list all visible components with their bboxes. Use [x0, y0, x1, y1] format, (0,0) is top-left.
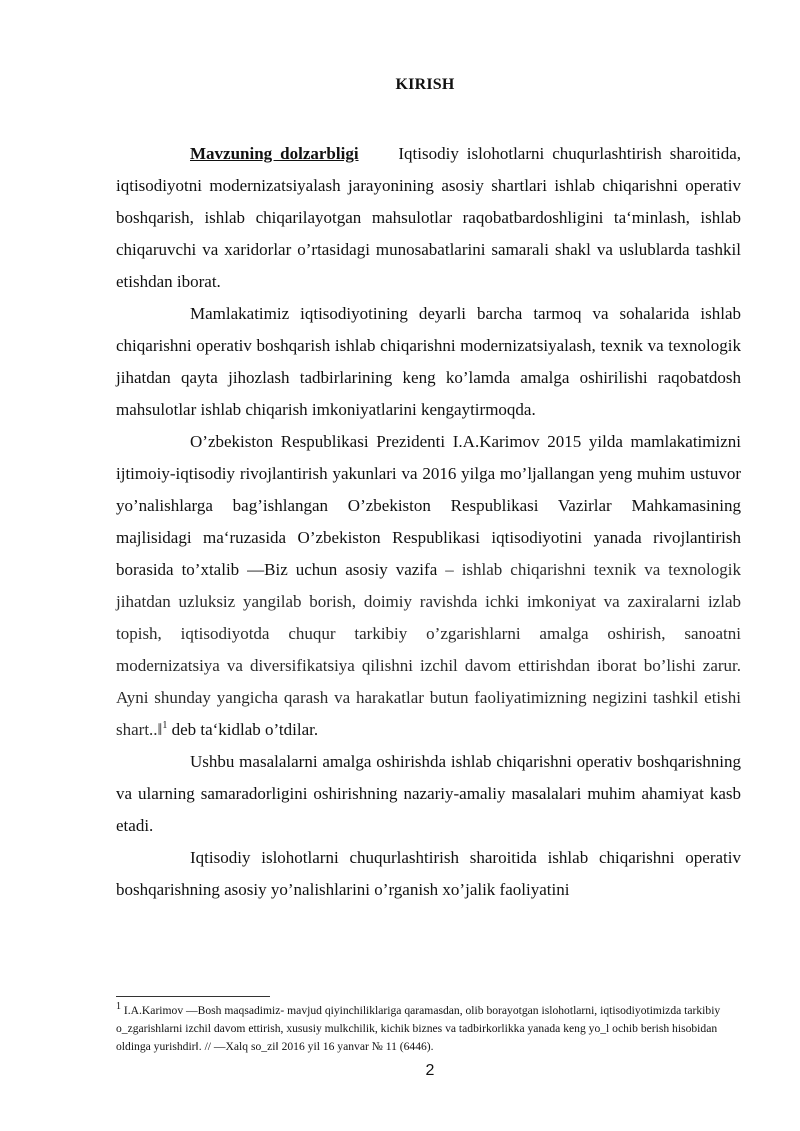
footnote: [116, 1002, 741, 1056]
footnote-reference: 1: [162, 720, 168, 731]
paragraph-text: Mamlakatimiz iqtisodiyotining deyarli barcha tarmoq va sohalarida ishlab chiqarishni operativ boshqarish ishlab chiqarishni modernizatsiyalash, texnik va texnologik jihatdan qayta jihozlash tadbirlarining keng ko’lamda amalga oshirilishi raqobatdosh mahsulotlar ishlab chiqarish imkoniyatlarini kengaytirmoqda.: [116, 304, 741, 419]
footnote-marker: 1: [116, 1001, 121, 1012]
page-number: 2: [425, 1062, 435, 1079]
paragraph-text: Iqtisodiy islohotlarni chuqurlashtirish sharoitida ishlab chiqarishni operativ boshqarishning asosiy yo’nalishlarini o’rganish xo’jalik faoliyatini: [116, 848, 741, 899]
quote-text: – ishlab chiqarishni texnik va texnologik jihatdan uzluksiz yangilab borish, doimiy ravishda ichki imkoniyat va zaxiralarni izlab topish, iqtisodiyotda chuqur tarkibiy o’zgarishlarni amalga oshirish, sanoatni modernizatsiya va diversifikatsiya qilishni izchil davom ettirishdan iborat bo’lishi zarur. Ayni shunday yangicha qarash va harakatlar butun faoliyatimizning negizini tashkil etishi shart..‖: [116, 560, 741, 739]
paragraph-text: O’zbekiston Respublikasi Prezidenti I.A.Karimov 2015 yilda mamlakatimizni ijtimoiy-iqtisodiy rivojlantirish yakunlari va 2016 yilga mo’ljallangan yeng muhim ustuvor yo’nalishlarga bag’ishlangan O’zbekiston Respublikasi Vazirlar Mahkamasining majlisidagi ma‘ruzasida O’zbekiston Respublikasi iqtisodiyotini yanada rivojlantirish borasida to’xtalib ―Biz uchun asosiy vazifa: [116, 432, 741, 579]
paragraph-3: [116, 426, 741, 746]
paragraph-4: [116, 746, 741, 842]
page-title: KIRISH: [395, 76, 455, 93]
footnote-text: I.A.Karimov ―Bosh maqsadimiz- mavjud qiyinchiliklariga qaramasdan, olib borayotgan islohotlarni, iqtisodiyotimizda tarkibiy o_zgarishlarni izchil davom ettirish, xususiy mulkchilik, kichik biznes va tadbirkorlikka yanada keng yo_l ochib berish hisobidan oldinga yurishdir‖. // ―Xalq so_zi‖ 2016 yil 16 yanvar № 11 (6446).: [116, 1004, 721, 1053]
paragraph-5: [116, 842, 741, 906]
paragraph-text: Ushbu masalalarni amalga oshirishda ishlab chiqarishni operativ boshqarishning va ularning samaradorligini oshirishning nazariy-amaliy masalalari muhim ahamiyat kasb etadi.: [116, 752, 741, 835]
footnote-divider: [116, 996, 270, 997]
paragraph-2: [116, 298, 741, 426]
body-text: [116, 138, 741, 906]
paragraph-text: Iqtisodiy islohotlarni chuqurlashtirish sharoitida, iqtisodiyotni modernizatsiyalash jarayonining asosiy shartlari ishlab chiqarishni operativ boshqarish, ishlab chiqarilayotgan mahsulotlar raqobatbardoshligini ta‘minlash, ishlab chiqaruvchi va xaridorlar o’rtasidagi munosabatlarini samarali shakl va uslublarda tashkil etishdan iborat.: [116, 144, 742, 291]
paragraph-1: [116, 138, 741, 298]
paragraph-tail: deb ta‘kidlab o’tdilar.: [167, 720, 319, 739]
topic-relevance-heading: Mavzuning dolzarbligi: [190, 144, 359, 163]
